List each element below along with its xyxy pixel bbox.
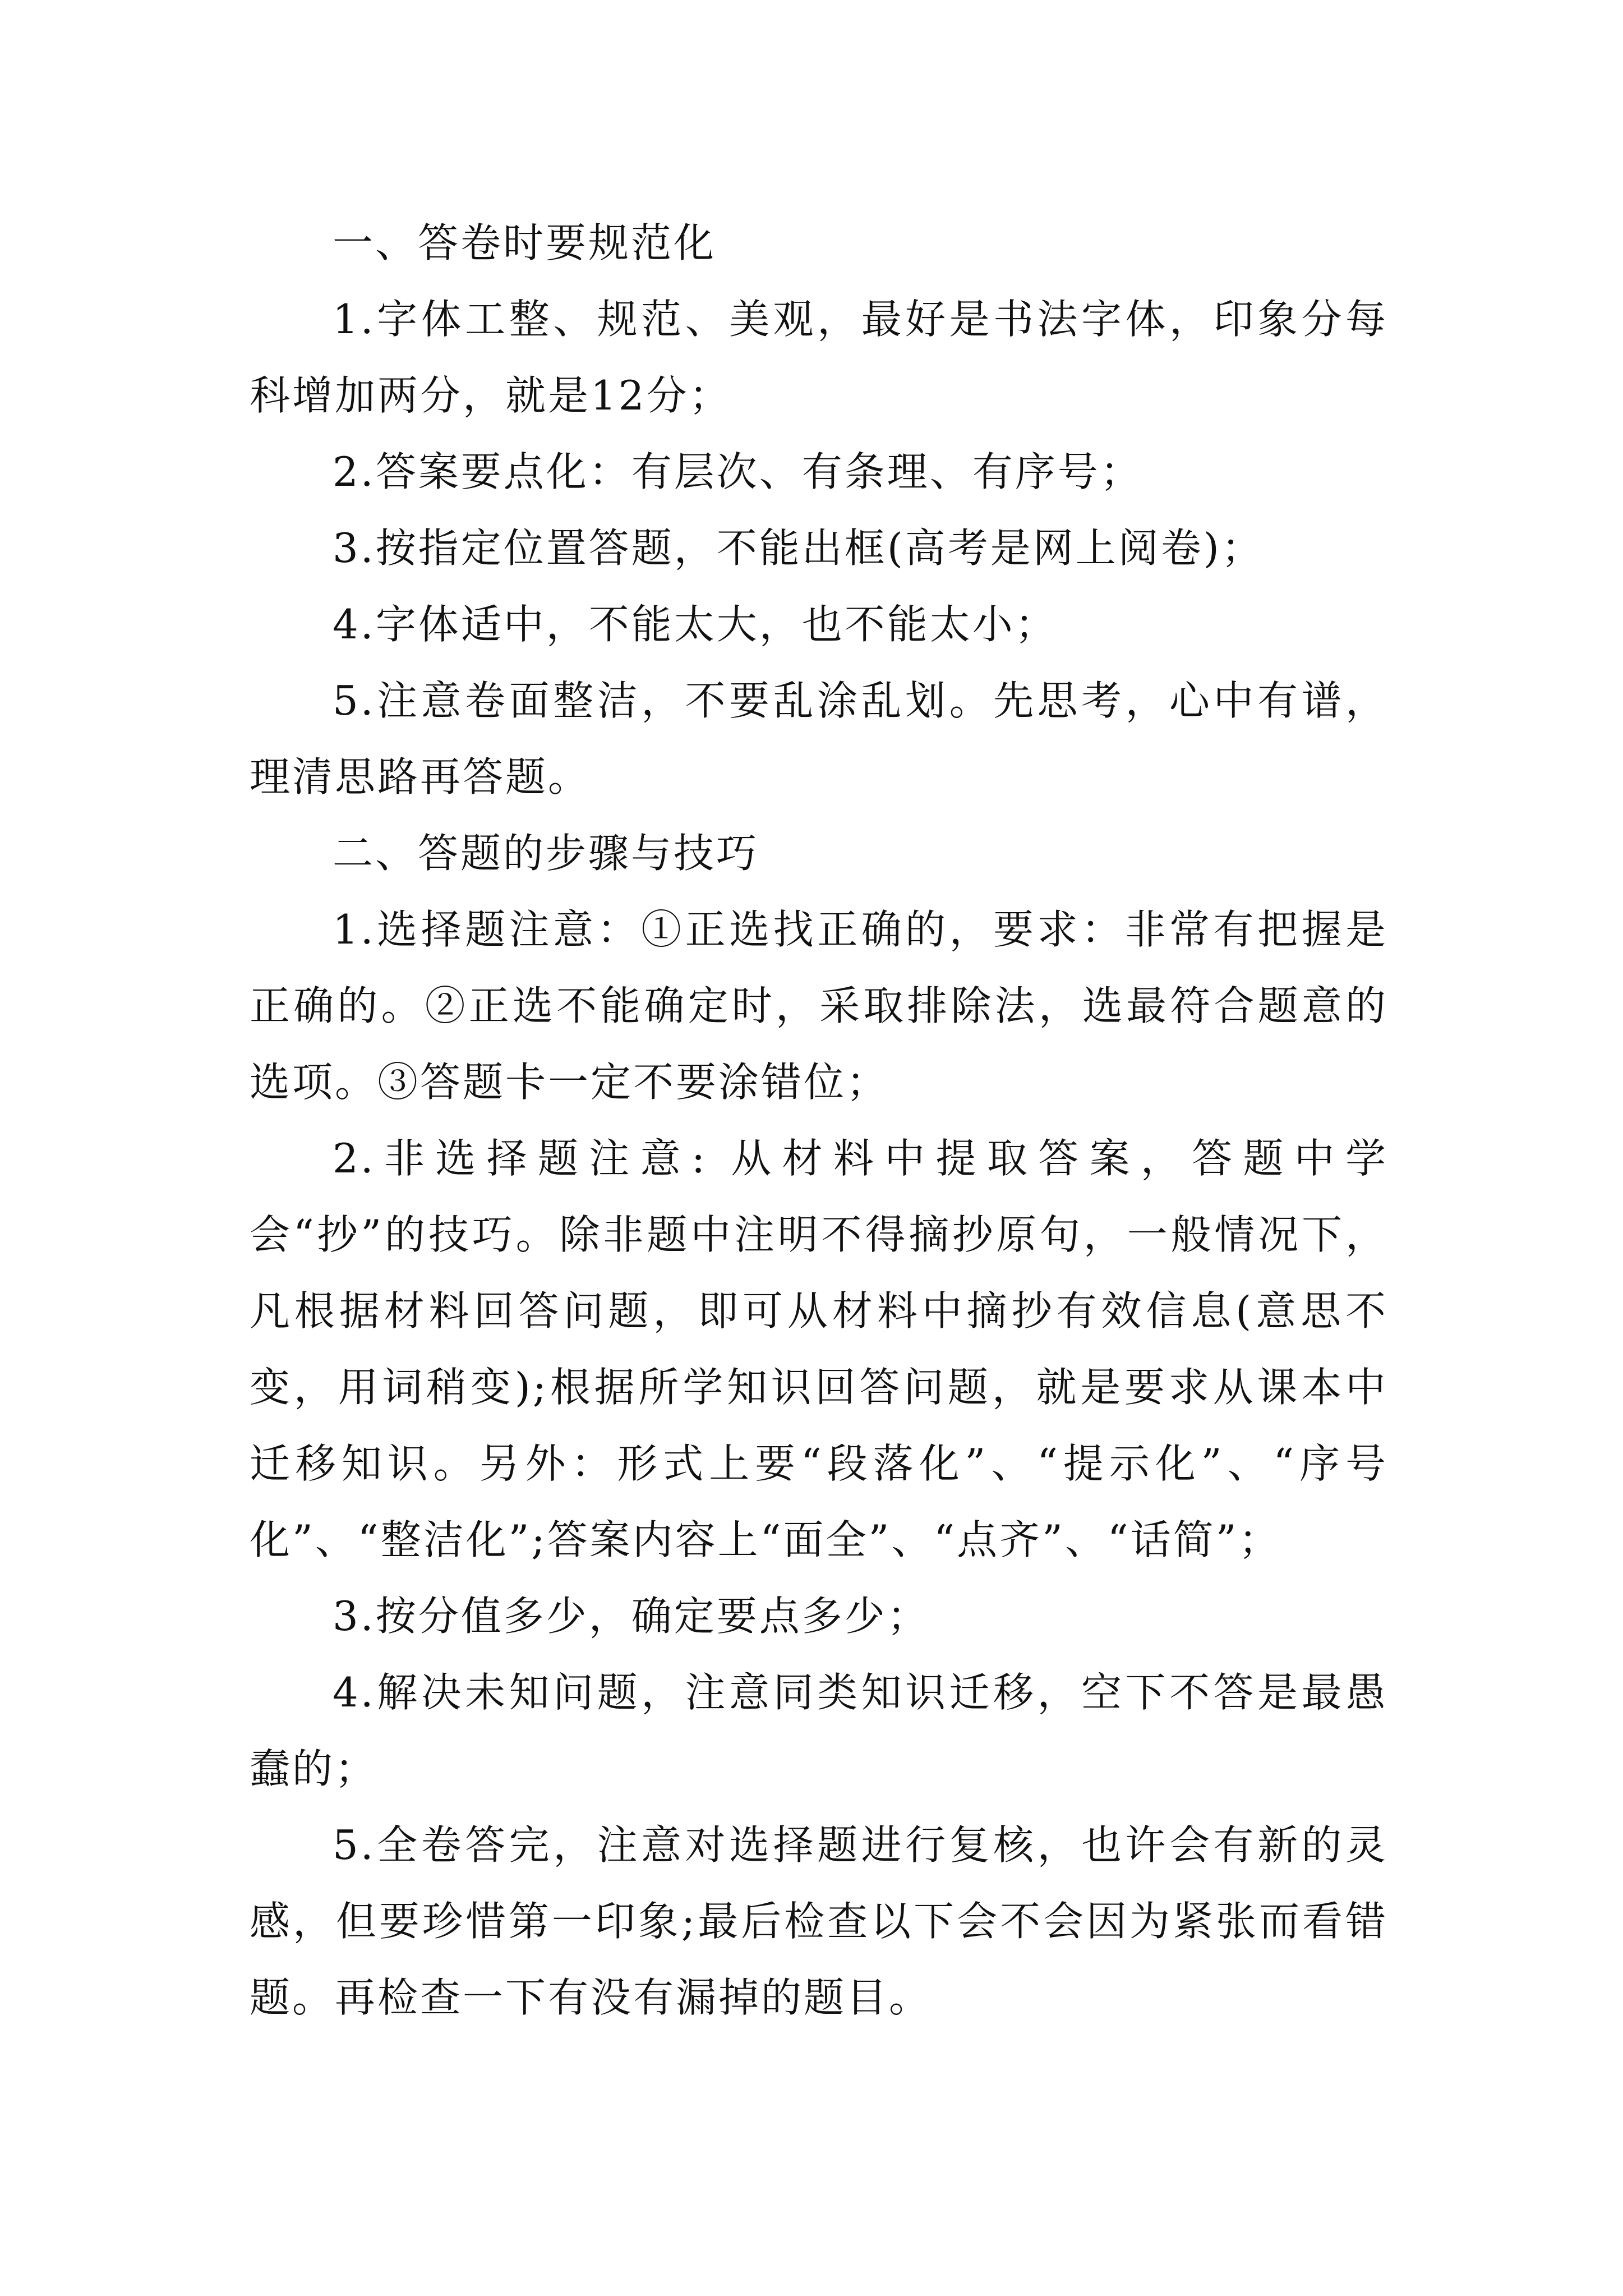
section2-item-2: 2.非选择题注意: 从材料中提取答案，答题中学会“抄”的技巧。除非题中注明不得摘抄原句，一般情况下，凡根据材料回答问题，即可从材料中摘抄有效信息(意思不变，用词稍变);根据所学知识回答问题，就是要求从课本中迁移知识。另外：形式上要“段落化”、“提示化”、“序号化”、“整洁化”;答案内容上“面全”、“点齐”、“话简”； [250, 1135, 1388, 1563]
section2-item-1: 1.选择题注意：①正选找正确的，要求：非常有把握是正确的。②正选不能确定时，采取排除法，选最符合题意的选项。③答题卡一定不要涂错位； [250, 906, 1388, 1106]
section1-item-5: 5.注意卷面整洁，不要乱涂乱划。先思考，心中有谱，理清思路再答题。 [250, 677, 1388, 800]
section-heading-2: 二、答题的步骤与技巧 [333, 830, 759, 877]
section1-item-1: 1.字体工整、规范、美观，最好是书法字体，印象分每科增加两分，就是12分； [250, 296, 1388, 419]
section2-item-3: 3.按分值多少，确定要点多少； [333, 1593, 930, 1640]
section1-item-2: 2.答案要点化：有层次、有条理、有序号； [333, 448, 1143, 495]
document-body [250, 205, 1388, 2036]
section2-item-5: 5.全卷答完，注意对选择题进行复核，也许会有新的灵感，但要珍惜第一印象;最后检查以下会不会因为紧张而看错题。再检查一下有没有漏掉的题目。 [250, 1821, 1388, 2021]
section2-item-4: 4.解决未知问题，注意同类知识迁移，空下不答是最愚蠢的； [250, 1669, 1388, 1792]
section1-item-3: 3.按指定位置答题，不能出框(高考是网上阅卷)； [333, 524, 1264, 572]
section-heading-1: 一、答卷时要规范化 [333, 219, 717, 266]
section1-item-4: 4.字体适中，不能太大，也不能太小； [333, 601, 1058, 648]
